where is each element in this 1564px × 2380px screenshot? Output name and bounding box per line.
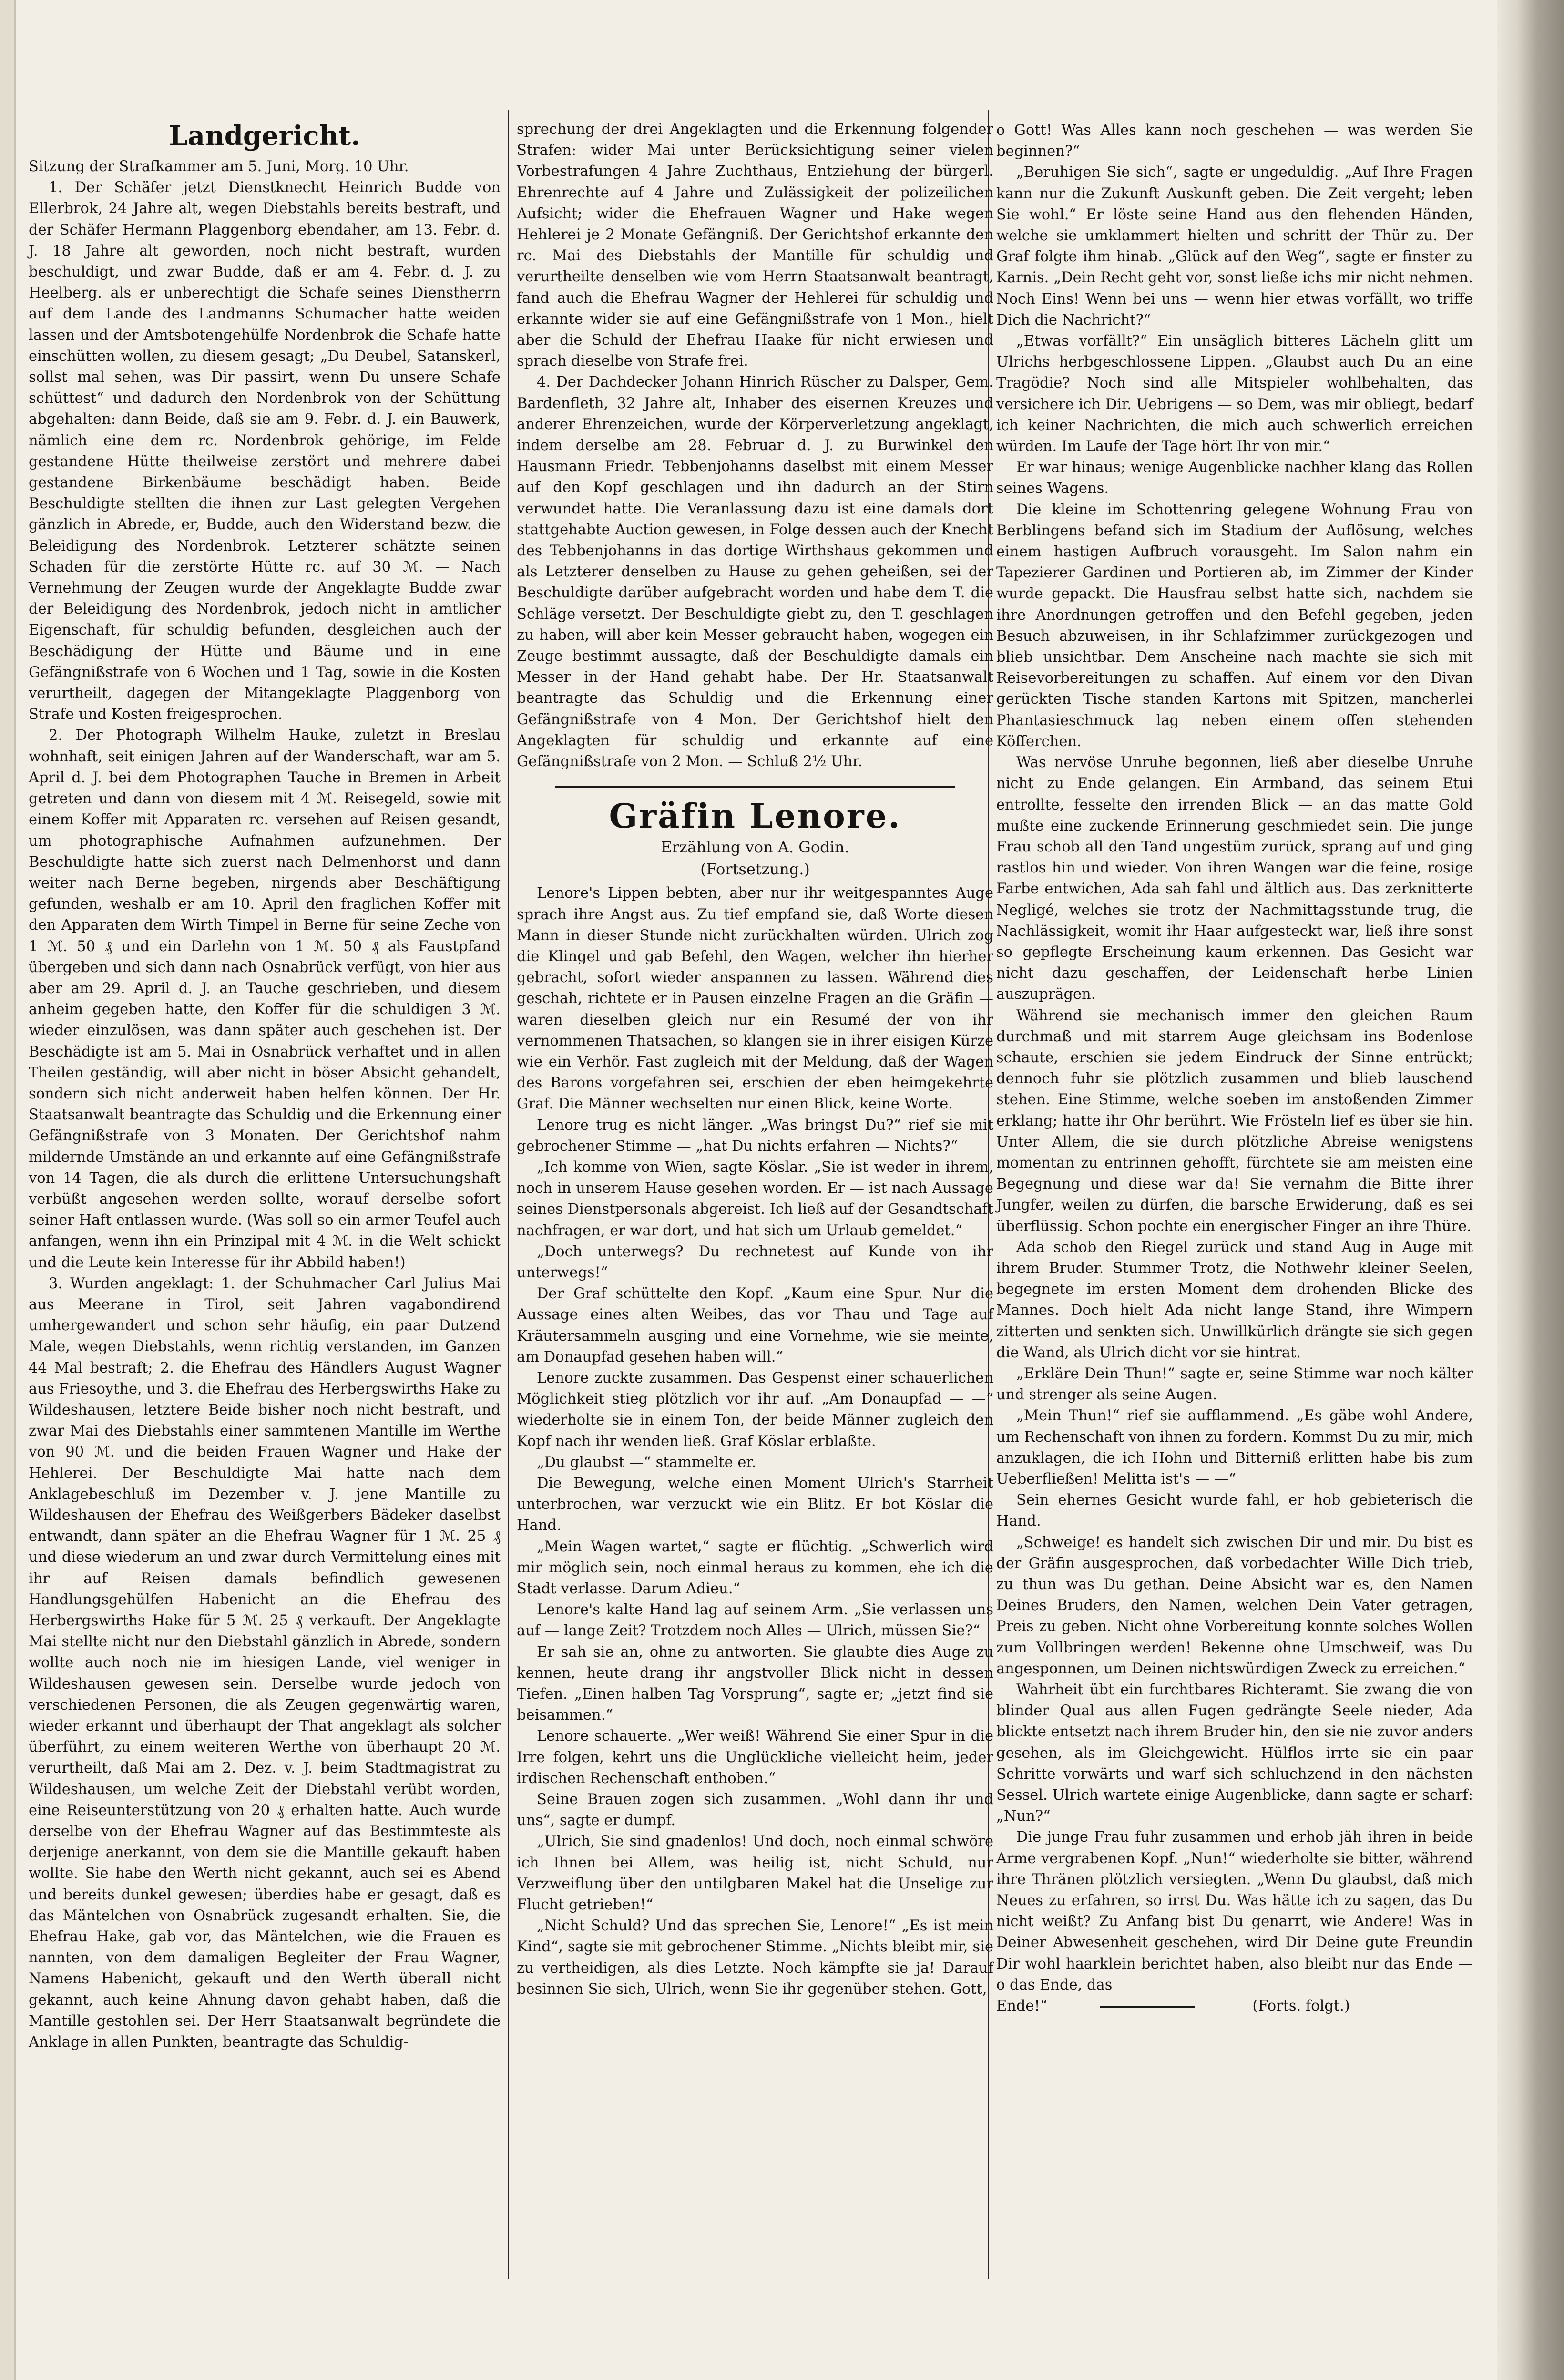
story-byline: Erzählung von A. Godin. bbox=[661, 838, 849, 857]
court-case-paragraph: 3. Wurden angeklagt: 1. der Schuhmacher Carl Julius Mai aus Meerane in Tirol, seit Jahren vagabondirend umhergewandert und schon sehr häufig, ein paar Dutzend Male, wegen Diebstahls, wenn richtig verstanden, im Ganzen 44 Mal bestraft; 2. die Ehefrau des Händlers August Wagner aus Friesoythe, und 3. die Ehefrau des Herbergswirths Hake zu Wildeshausen, letztere Beide bisher noch nicht bestraft, und zwar Mai des Diebstahls einer sammtenen Mantille im Werthe von 90 ℳ. und die beiden Frauen Wagner und Hake der Hehlerei. Der Beschuldigte Mai hatte nach dem Anklagebeschluß im Dezember v. J. jene Mantille zu Wildeshausen der Ehefrau des Weißgerbers Bädeker daselbst entwandt, dann später an die Ehefrau Wagner für 1 ℳ. 25 ₰ und diese wiederum an und zwar durch Vermittelung eines mit ihr auf Reisen damals befindlich gewesenen Handlungsgehülfen Habenicht an die Ehefrau des Herbergswirths Hake für 5 ℳ. 25 ₰ verkauft. Der Angeklagte Mai stellte nicht nur den Diebstahl gänzlich in Abrede, sondern wollte auch noch nie im hiesigen Lande, viel weniger in Wildeshausen gewesen sein. Derselbe wurde jedoch von verschiedenen Personen, die als Zeugen gegenwärtig waren, wieder erkannt und überhaupt der That angeklagt als solcher überführt, zu einem weiteren Werthe von überhaupt 20 ℳ. verurtheilt, daß Mai am 2. Dez. v. J. beim Stadtmagistrat zu Wildeshausen, um welche Zeit der Diebstahl verübt worden, eine Reiseunterstützung von 20 ₰ erhalten hatte. Auch wurde derselbe von der Ehefrau Wagner auf das Bestimmteste als derjenige anerkannt, von dem sie die Mantille gekauft haben wollte. Sie habe den Werth nicht gekannt, auch sei es Abend und bereits dunkel gewesen; überdies habe er gesagt, daß es das Mäntelchen von Osnabrück zugesandt erhalten. Sie, die Ehefrau Hake, gab vor, das Mäntelchen, wie die Frauen es nannten, von dem damaligen Begleiter der Frau Wagner, Namens Habenicht, gekauft und den Werth überall nicht gekannt, auch keine Ahnung davon gehabt haben, daß die Mantille gestohlen sei. Der Herr Staatsanwalt begründete die Anklage in allen Punkten, beantragte das Schuldig- bbox=[29, 1275, 501, 2051]
adjacent-page-edge bbox=[0, 0, 16, 2380]
story-paragraph: Während sie mechanisch immer den gleichen Raum durchmaß und mit starrem Auge gleichsam ins Bodenlose schaute, erschien sie jedem Eindruck der Sinne entrückt; dennoch fuhr sie plötzlich zusammen und blieb lauschend stehen. Eine Stimme, welche soeben im anstoßenden Zimmer erklang; hatte ihr Ohr berührt. Wie Frösteln lief es über sie hin. Unter Allem, die sie durch plötzliche Abreise wenigstens momentan zu entrinnen gehofft, fürchtete sie am meisten eine Begegnung und diese war da! Sie vernahm die Bitte ihrer Jungfer, weilen zu dürfen, die barsche Erwiderung, daß es sei überflüssig. Schon pochte ein energischer Finger an ihre Thüre. bbox=[996, 1007, 1473, 1235]
section-divider bbox=[555, 786, 955, 788]
story-paragraph: Die Bewegung, welche einen Moment Ulrich's Starrheit unterbrochen, war verzuckt wie ein Blitz. Er bot Köslar die Hand. bbox=[517, 1475, 993, 1534]
story-paragraph: Lenore's kalte Hand lag auf seinem Arm. „Sie verlassen uns auf — lange Zeit? Trotzdem noch Alles — Ulrich, müssen Sie?“ bbox=[517, 1601, 993, 1640]
column-middle bbox=[517, 119, 993, 2000]
story-paragraph: Ada schob den Riegel zurück und stand Aug in Auge mit ihrem Bruder. Stummer Trotz, die Nothwehr kleiner Seelen, begegnete im ersten Moment dem drohenden Blicke des Mannes. Doch hielt Ada nicht lange Stand, ihre Wimpern zitterten und senkten sich. Unwillkürlich drängte sie sich gegen die Wand, als Ulrich dicht vor sie hintrat. bbox=[996, 1239, 1473, 1361]
story-paragraph: Lenore trug es nicht länger. „Was bringst Du?“ rief sie mit gebrochener Stimme — „hat Du nichts erfahren — Nichts?“ bbox=[517, 1117, 993, 1155]
court-case-paragraph: sprechung der drei Angeklagten und die Erkennung folgender Strafen: wider Mai unter Berücksichtigung seiner vielen Vorbestrafungen 4 Jahre Zuchthaus, Entziehung der bürgerl. Ehrenrechte auf 4 Jahre und Zulässigkeit der polizeilichen Aufsicht; wider die Ehefrauen Wagner und Hake wegen Hehlerei je 2 Monate Gefängniß. Der Gerichtshof erkannte den rc. Mai des Diebstahls der Mantille für schuldig und verurtheilte denselben wie vom Herrn Staatsanwalt beantragt, fand auch die Ehefrau Wagner der Hehlerei für schuldig und erkannte wider sie auf eine Gefängnißstrafe von 1 Mon., hielt aber die Schuld der Ehefrau Haake für nicht erwiesen und sprach dieselbe von Strafe frei. bbox=[517, 121, 993, 370]
story-paragraph: Lenore's Lippen bebten, aber nur ihr weitgespanntes Auge sprach ihre Angst aus. Zu tief empfand sie, daß Worte diesen Mann in dieser Stunde nicht zurückhalten würden. Ulrich zog die Klingel und gab Befehl, den Wagen, welcher ihn hierher gebracht, sofort wieder anspannen zu lassen. Während dies geschah, richtete er in Pausen einzelne Fragen an die Gräfin — waren dieselben gleich nur ein Resumé der von ihr vernommenen Thatsachen, so klangen sie in ihrer eisigen Kürze wie ein Verhör. Fast zugleich mit der Meldung, daß der Wagen des Barons vorgefahren sei, erschien der eben heimgekehrte Graf. Die Männer wechselten nur einen Blick, keine Worte. bbox=[517, 885, 993, 1113]
story-closing-word: Ende!“ bbox=[996, 1998, 1048, 2015]
story-paragraph: Lenore zuckte zusammen. Das Gespenst einer schauerlichen Möglichkeit stieg plötzlich vor ihr auf. „Am Donaupfad — —“ wiederholte sie in einem Ton, der beide Männer zugleich den Kopf nach ihr wenden ließ. Graf Köslar erblaßte. bbox=[517, 1369, 993, 1450]
story-paragraph: Sein ehernes Gesicht wurde fahl, er hob gebieterisch die Hand. bbox=[996, 1492, 1473, 1530]
story-paragraph: „Mein Thun!“ rief sie aufflammend. „Es gäbe wohl Andere, um Rechenschaft von ihnen zu fordern. Kommst Du zu mir, mich anzuklagen, die ich Hohn und Bitterniß erlitten habe bis zum Ueberfließen! Melitta ist's — —“ bbox=[996, 1407, 1473, 1488]
page-edge-shadow bbox=[1497, 0, 1564, 2380]
story-closing-line bbox=[996, 1996, 1473, 2017]
column-rule bbox=[508, 110, 509, 2279]
story-paragraph: „Ich komme von Wien, sagte Köslar. „Sie ist weder in ihrem, noch in unserem Hause gesehen worden. Er — ist nach Aussage seines Dienstpersonals abgereist. Ich ließ auf der Gesandtschaft nachfragen, er war dort, und hat sich um Urlaub gemeldet.“ bbox=[517, 1159, 993, 1239]
story-paragraph: „Nicht Schuld? Und das sprechen Sie, Lenore!“ „Es ist mein Kind“, sagte sie mit gebrochener Stimme. „Nichts bleibt mir, sie zu vertheidigen, als dies Letzte. Noch kämpfte sie ja! Darauf besinnen Sie sich, Ulrich, wenn Sie ihr gegenüber stehen. Gott, bbox=[517, 1918, 993, 1998]
story-paragraph: o Gott! Was Alles kann noch geschehen — was werden Sie beginnen?“ bbox=[996, 122, 1473, 160]
story-paragraph: Er sah sie an, ohne zu antworten. Sie glaubte dies Auge zu kennen, heute drang ihr angstvoller Blick nicht in dessen Tiefen. „Einen halben Tag Vorsprung“, sagte er; „jetzt find sie beisammen.“ bbox=[517, 1643, 993, 1724]
court-case-paragraph: 2. Der Photograph Wilhelm Hauke, zuletzt in Breslau wohnhaft, seit einigen Jahren auf der Wanderschaft, war am 5. April d. J. bei dem Photographen Tauche in Bremen in Arbeit getreten und dann von diesem mit 4 ℳ. Reisegeld, sowie mit einem Koffer mit Apparaten rc. versehen auf Reisen gesandt, um photographische Aufnahmen aufzunehmen. Der Beschuldigte hatte sich zuerst nach Delmenhorst und dann weiter nach Berne begeben, nirgends aber Beschäftigung gefunden, weshalb er am 10. April den fraglichen Koffer mit den Apparaten dem Wirth Timpel in Berne für seine Zeche von 1 ℳ. 50 ₰ und ein Darlehn von 1 ℳ. 50 ₰ als Faustpfand übergeben und sich dann nach Osnabrück verfügt, von hier aus aber am 29. April d. J. an Tauche geschrieben, und diesem anheim gegeben hatte, den Koffer für die schuldigen 3 ℳ. wieder einzulösen, was dann später auch geschehen ist. Der Beschädigte ist am 5. Mai in Osnabrück verhaftet und in allen Theilen geständig, will aber nicht in böser Absicht gehandelt, sondern sich nicht anderweit haben helfen können. Der Hr. Staatsanwalt beantragte das Schuldig und die Erkennung einer Gefängnißstrafe von 3 Monaten. Der Gerichtshof nahm mildernde Umstände an und erkannte auf eine Gefängnißstrafe von 14 Tagen, die als durch die erlittene Untersuchungshaft verbüßt angesehen werden sollte, worauf derselbe sofort seiner Haft entlassen wurde. (Was soll so ein armer Teufel auch anfangen, wenn ihn ein Prinzipal mit 4 ℳ. in die Welt schickt und die Leute kein Interesse für ihr Abbild haben!) bbox=[29, 727, 501, 1271]
court-case-paragraph: 4. Der Dachdecker Johann Hinrich Rüscher zu Dalsper, Gem. Bardenfleth, 32 Jahre alt, Inhaber des eisernen Kreuzes und anderer Ehrenzeichen, wurde der Körperverletzung angeklagt, indem derselbe am 28. Februar d. J. zu Burwinkel den Hausmann Friedr. Tebbenjohanns daselbst mit einem Messer auf den Kopf geschlagen und ihn dadurch an der Stirn verwundet hatte. Die Veranlassung dazu ist eine damals dort stattgehabte Auction gewesen, in Folge dessen auch der Knecht des Tebbenjohanns in das dortige Wirthshaus gekommen und als Letzterer denselben zu Hause zu gehen geheißen, sei der Beschuldigte darüber aufgebracht worden und habe dem T. die Schläge versetzt. Der Beschuldigte giebt zu, den T. geschlagen zu haben, will aber kein Messer gebraucht haben, wogegen ein Zeuge bestimmt aussagte, daß der Beschuldigte damals ein Messer in der Hand gehabt habe. Der Hr. Staatsanwalt beantragte das Schuldig und die Erkennung einer Gefängnißstrafe von 4 Mon. Der Gerichtshof hielt den Angeklagten für schuldig und erkannte auf eine Gefängnißstrafe von 2 Mon. — Schluß 2½ Uhr. bbox=[517, 374, 993, 770]
story-paragraph: Seine Brauen zogen sich zusammen. „Wohl dann ihr und uns“, sagte er dumpf. bbox=[517, 1791, 993, 1829]
story-title: Gräfin Lenore. bbox=[609, 796, 901, 836]
session-line: Sitzung der Strafkammer am 5. Juni, Morg. 10 Uhr. bbox=[29, 158, 409, 175]
court-case-paragraph: 1. Der Schäfer jetzt Dienstknecht Heinrich Budde von Ellerbrok, 24 Jahre alt, wegen Diebstahls bereits bestraft, und der Schäfer Hermann Plaggenborg ebendaher, am 13. Febr. d. J. 18 Jahre alt geworden, noch nicht bestraft, wurden beschuldigt, und zwar Budde, daß er am 4. Febr. d. J. zu Heelberg. als er unberechtigt die Schafe seines Dienstherrn auf dem Lande des Landmanns Schumacher hatte weiden lassen und der Amtsbotengehülfe Nordenbrok die Schafe hatte einschütten wollen, zu diesem gesagt; „Du Deubel, Satanskerl, sollst mal sehen, was Dir passirt, wenn Du unsere Schafe schüttest“ und dadurch den Nordenbrok von der Schüttung abgehalten: dann Beide, daß sie am 9. Febr. d. J. ein Bauwerk, nämlich eine dem rc. Nordenbrok gehörige, im Felde gestandene Hütte theilweise zerstört und mehrere dabei gestandene Birkenbäume beschädigt haben. Beide Beschuldigte stellten die ihnen zur Last gelegten Vergehen gänzlich in Abrede, er, Budde, auch den Widerstand bezw. die Beleidigung des Nordenbrok. Letzterer schätzte seinen Schaden für die zerstörte Hütte rc. auf 30 ℳ. — Nach Vernehmung der Zeugen wurde der Angeklagte Budde zwar der Beleidigung des Nordenbrok, jedoch nicht in amtlicher Eigenschaft, für schuldig befunden, desgleichen auch der Beschädigung der Hütte und Bäume und in eine Gefängnißstrafe von 6 Wochen und 1 Tag, sowie in die Kosten verurtheilt, dagegen der Mitangeklagte Plaggenborg von Strafe und Kosten freigesprochen. bbox=[29, 179, 501, 723]
story-paragraph: „Erkläre Dein Thun!“ sagte er, seine Stimme war noch kälter und strenger als seine Augen. bbox=[996, 1365, 1473, 1404]
story-paragraph: „Doch unterwegs? Du rechnetest auf Kunde von ihr unterwegs!“ bbox=[517, 1243, 993, 1281]
story-paragraph: Er war hinaus; wenige Augenblicke nachher klang das Rollen seines Wagens. bbox=[996, 459, 1473, 497]
end-rule bbox=[1100, 2006, 1195, 2008]
section-heading: Landgericht. bbox=[169, 120, 360, 152]
story-paragraph: „Etwas vorfällt?“ Ein unsäglich bitteres Lächeln glitt um Ulrichs herbgeschlossene Lippen. „Glaubst auch Du an eine Tragödie? Noch sind alle Mitspieler wohlbehalten, das versichere ich Dir. Uebrigens — so Dem, was mir obliegt, bedarf ich keiner Nachrichten, die mich auch schwerlich erreichen würden. Im Laufe der Tage hört Ihr von mir.“ bbox=[996, 333, 1473, 455]
story-paragraph: „Ulrich, Sie sind gnadenlos! Und doch, noch einmal schwöre ich Ihnen bei Allem, was heilig ist, nicht Schuld, nur Verzweiflung über den untilgbaren Makel hat die Unselige zur Flucht getrieben!“ bbox=[517, 1833, 993, 1914]
story-paragraph: Die kleine im Schottenring gelegene Wohnung Frau von Berblingens befand sich im Stadium der Auflösung, welches einem hastigen Aufbruch vorausgeht. Im Salon nahm ein Tapezierer Gardinen und Portieren ab, im Zimmer der Kinder wurde gepackt. Die Hausfrau selbst hatte sich, nachdem sie ihre Anordnungen getroffen und den Befehl gegeben, jeden Besuch abzuweisen, in ihr Schlafzimmer zurückgezogen und blieb unsichtbar. Dem Anscheine nach machte sie sich mit Reisevorbereitungen zu schaffen. Auf einem vor den Divan gerückten Tische standen Kartons mit Spitzen, mancherlei Phantasieschmuck lag neben einem offen stehenden Köfferchen. bbox=[996, 501, 1473, 750]
story-paragraph: Der Graf schüttelte den Kopf. „Kaum eine Spur. Nur die Aussage eines alten Weibes, das vor Thau und Tage auf Kräutersammeln ausging und eine Vornehme, wie sie meinte, am Donaupfad gesehen haben will.“ bbox=[517, 1285, 993, 1365]
story-paragraph: Was nervöse Unruhe begonnen, ließ aber dieselbe Unruhe nicht zu Ende gelangen. Ein Armband, das seinem Etui entrollte, fesselte den irrenden Blick — an das matte Gold mußte eine zuckende Erinnerung geschmiedet sein. Die junge Frau schob all den Tand ungestüm zurück, sprang auf und ging rastlos hin und wieder. Von ihren Wangen war die feine, rosige Farbe entwichen, Ada sah fahl und ältlich aus. Das zerknitterte Negligé, welches sie trotz der Nachmittagsstunde trug, die Nachlässigkeit, womit ihr Haar aufgesteckt war, ließ ihre sonst so gepflegte Erscheinung kaum erkennen. Das Gesicht war nicht dazu geschaffen, der Leidenschaft herbe Linien auszuprägen. bbox=[996, 754, 1473, 1003]
story-paragraph: „Beruhigen Sie sich“, sagte er ungeduldig. „Auf Ihre Fragen kann nur die Zukunft Auskunft geben. Die Zeit vergeht; leben Sie wohl.“ Er löste seine Hand aus den flehenden Händen, welche sie umklammert hielten und schritt der Thür zu. Der Graf folgte ihm hinab. „Glück auf den Weg“, sagte er finster zu Karnis. „Dein Recht geht vor, sonst ließe ichs mir nicht nehmen. Noch Eins! Wenn bei uns — wenn hier etwas vorfällt, wo triffe Dich die Nachricht?“ bbox=[996, 164, 1473, 328]
story-paragraph: Lenore schauerte. „Wer weiß! Während Sie einer Spur in die Irre folgen, kehrt uns die Unglückliche vielleicht heim, jeder irdischen Rechenschaft enthoben.“ bbox=[517, 1728, 993, 1787]
story-paragraph: „Schweige! es handelt sich zwischen Dir und mir. Du bist es der Gräfin ausgesprochen, daß vorbedachter Wille Dich trieb, zu thun was Du gethan. Deine Absicht war es, den Namen Deines Bruders, den Namen, welchen Dein Vater getragen, Preis zu geben. Nicht ohne Vorbereitung konnte solches Wollen zum Vollbringen werden! Bekenne ohne Umschweif, was Du angesponnen, um Deinen nichtswürdigen Zweck zu erreichen.“ bbox=[996, 1534, 1473, 1677]
story-paragraph: Die junge Frau fuhr zusammen und erhob jäh ihren in beide Arme vergrabenen Kopf. „Nun!“ wiederholte sie bitter, während ihre Thränen plötzlich versiegten. „Wenn Du glaubst, daß mich Neues zu erfahren, so irrst Du. Was hätte ich zu sagen, das Du nicht weißt? Zu Anfang bist Du genarrt, wie Andere! Was in Deiner Abwesenheit geschehen, wird Dir Deine gute Freundin Dir wohl haarklein berichtet haben, also bleibt nur das Ende — o das Ende, das bbox=[996, 1829, 1473, 1993]
story-continuation-note: (Fortsetzung.) bbox=[700, 860, 810, 879]
continuation-note: (Forts. folgt.) bbox=[1252, 1998, 1350, 2015]
story-paragraph: Wahrheit übt ein furchtbares Richteramt. Sie zwang die von blinder Qual aus allen Fugen gedrängte Seele nieder, Ada blickte entsetzt nach ihrem Bruder hin, den sie nie zuvor anders gesehen, als im Gleichgewicht. Hülflos irrte sie ein paar Schritte vorwärts und warf sich schluchzend in den nächsten Sessel. Ulrich wartete einige Augenblicke, dann sagte er scharf: „Nun?“ bbox=[996, 1682, 1473, 1825]
column-court-report bbox=[29, 119, 501, 2053]
story-paragraph: „Mein Wagen wartet,“ sagte er flüchtig. „Schwerlich wird mir möglich sein, noch einmal heraus zu kommen, ehe ich die Stadt verlasse. Darum Adieu.“ bbox=[517, 1538, 993, 1597]
column-story-continued bbox=[996, 120, 1473, 2017]
story-paragraph: „Du glaubst —“ stammelte er. bbox=[537, 1454, 756, 1471]
